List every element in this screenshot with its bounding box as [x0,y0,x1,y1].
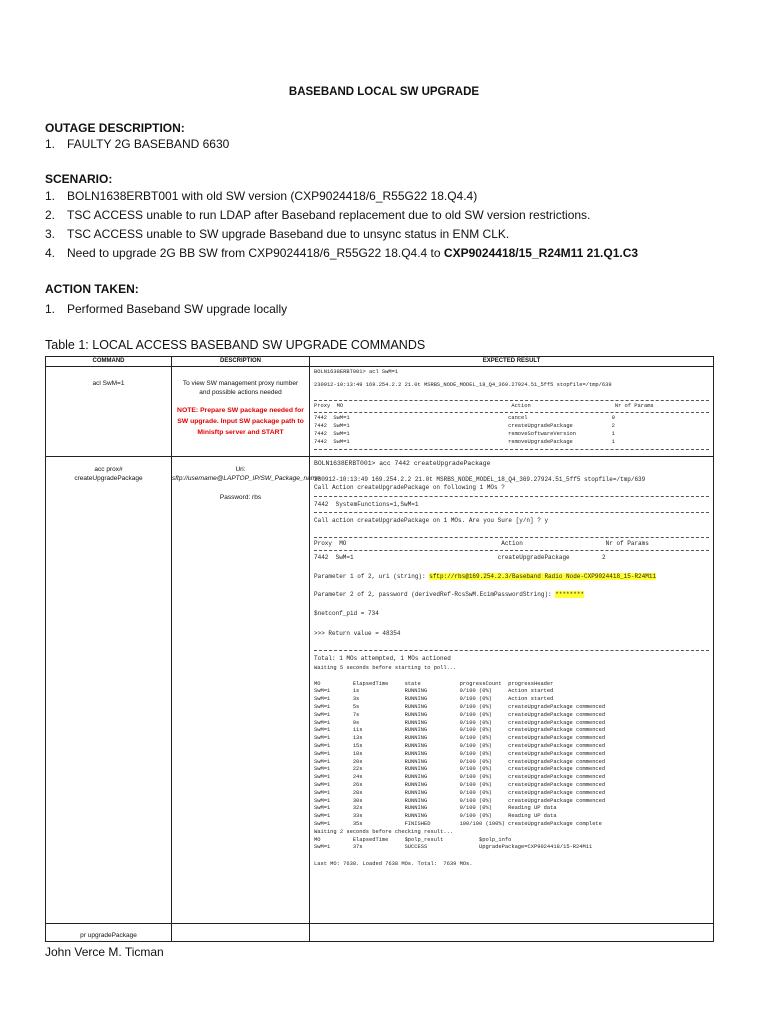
item-number: 1. [45,189,56,203]
poll-row: SwM=1 20s RUNNING 0/100 (0%) createUpgradePackage commenced [314,758,606,765]
item-text: TSC ACCESS unable to run LDAP after Baseband replacement due to old SW version restrictions. [67,208,591,222]
item-number: 1. [45,302,56,316]
item-text: TSC ACCESS unable to SW upgrade Baseband due to unsync status in ENM CLK. [67,227,510,241]
item-number: 4. [45,246,56,260]
poll-header: MO ElapsedTime state progressCount progressHeader [314,680,554,687]
terminal-row: 7442 SwM=1 createUpgradePackage 2 [314,423,615,430]
result-row: SwM=1 37s SUCCESS UpgradePackage=CXP9024418/15-R24M11 [314,844,593,851]
poll-row: SwM=1 32s RUNNING 0/100 (0%) Reading UP data [314,805,557,812]
table-row [46,457,714,924]
item-text: FAULTY 2G BASEBAND 6630 [67,137,230,151]
command-text: acl SwM=1 [92,380,125,387]
table-header-row [46,357,714,367]
outage-heading: OUTAGE DESCRIPTION: [45,121,185,135]
command-cell [46,367,172,457]
password-text: Password: rbs [219,494,262,501]
terminal-row: 7442 SwM=1 createUpgradePackage 2 [314,553,606,561]
terminal-line: 230912-10:13:49 169.254.2.2 21.0t MSRBS_NODE_MODEL_18_Q4_369.27924.51_5ff5 stopfile=/tmp/639 [314,381,612,388]
description-cell [172,457,320,924]
divider [314,412,709,413]
terminal-line: Waiting 5 seconds before starting to poll... [314,664,457,671]
poll-rows [314,688,709,828]
terminal-row: 7442 SwM=1 removeSoftwareVersion 1 [314,430,615,437]
highlighted-password: ******** [555,590,585,598]
command-cell [46,924,172,942]
result-header: MO ElapsedTime $polp_result $polp_info [314,836,512,843]
terminal-line: >>> Return value = 48354 [314,630,401,638]
poll-row: SwM=1 11s RUNNING 0/100 (0%) createUpgradePackage commenced [314,727,606,734]
page-title: BASEBAND LOCAL SW UPGRADE [288,86,480,98]
parameter-label: Parameter 1 of 2, uri (string): [314,572,430,580]
terminal-line: Waiting 2 seconds before checking result... [314,828,454,835]
poll-row: SwM=1 26s RUNNING 0/100 (0%) createUpgradePackage commenced [314,781,606,788]
column-header-description: DESCRIPTION [172,357,310,367]
terminal-line: Call Action createUpgradePackage on following 1 MOs ? [314,483,505,491]
description-text: To view SW management proxy number and possible actions needed [182,380,299,396]
poll-row: SwM=1 22s RUNNING 0/100 (0%) createUpgradePackage commenced [314,766,606,773]
divider [314,550,709,551]
terminal-line: 7442 SystemFunctions=1,SwM=1 [314,500,419,508]
table-row [46,367,714,457]
poll-row: SwM=1 7s RUNNING 0/100 (0%) createUpgradePackage commenced [314,711,606,718]
table-caption: Table 1: LOCAL ACCESS BASEBAND SW UPGRADE COMMANDS [45,338,426,352]
column-header-command: COMMAND [46,357,172,367]
item-text: BOLN1638ERBT001 with old SW version (CXP9024418/6_R55G22 18.Q4.4) [67,189,478,203]
command-text: pr upgradePackage [80,932,137,939]
poll-row: SwM=1 35s FINISHED 100/100 (100%) createUpgradePackage complete [314,820,602,827]
parameter-label: Parameter 2 of 2, password (derivedRef-RcsSwM.EcimPasswordString): [314,590,556,598]
parameter-2 [314,591,709,599]
description-cell [172,924,310,942]
terminal-columns: Proxy MO Action Nr of Params [314,540,649,548]
terminal-line: Call action createUpgradePackage on 1 MOs. Are you Sure [y/n] ? y [314,517,549,525]
item-number: 2. [45,208,56,222]
description-cell [172,367,310,457]
poll-row: SwM=1 18s RUNNING 0/100 (0%) createUpgradePackage commenced [314,750,606,757]
item-text: Performed Baseband SW upgrade locally [67,302,288,316]
command-text: acc prox# [94,466,123,473]
terminal-line: BOLN1638ERBT001> acl SwM=1 [314,369,399,375]
column-header-expected-result: EXPECTED RESULT [310,357,714,367]
action-item [45,302,287,316]
outage-item [45,137,229,151]
terminal-columns: Proxy MO Action Nr of Params [314,402,654,409]
item-text: Need to upgrade 2G BB SW from CXP9024418/6_R55G22 18.Q4.4 to [67,246,444,260]
command-text: createUpgradePackage [74,475,143,482]
command-cell [46,457,172,924]
divider [314,512,709,513]
terminal-line: Total: 1 MOs attempted, 1 MOs actioned [314,654,451,662]
terminal-row: 7442 SwM=1 cancel 0 [314,415,615,422]
poll-row: SwM=1 1s RUNNING 0/100 (0%) Action started [314,688,554,695]
uri-label: Uri: [235,466,246,473]
action-heading: ACTION TAKEN: [45,282,139,296]
item-number: 1. [45,137,56,151]
item-number: 3. [45,227,56,241]
poll-row: SwM=1 30s RUNNING 0/100 (0%) createUpgradePackage commenced [314,797,606,804]
divider [314,400,709,401]
note-text: NOTE: Prepare SW package needed for SW upgrade. Input SW package path to Minisftp server and START [177,407,304,436]
result-cell [310,367,714,457]
table-row [46,924,714,942]
terminal-line: Last MO: 7638. Loaded 7638 MOs. Total: 7639 MOs. [314,861,473,868]
poll-row: SwM=1 15s RUNNING 0/100 (0%) createUpgradePackage commenced [314,742,606,749]
target-sw-version: CXP9024418/15_R24M11 21.Q1.C3 [443,246,639,260]
terminal-line: BOLN1638ERBT001> acc 7442 createUpgradePackage [314,460,491,467]
scenario-item [45,208,590,222]
terminal-line: $netconf_pid = 734 [314,610,379,618]
poll-row: SwM=1 24s RUNNING 0/100 (0%) createUpgradePackage commenced [314,774,606,781]
poll-row: SwM=1 13s RUNNING 0/100 (0%) createUpgradePackage commenced [314,735,606,742]
scenario-heading: SCENARIO: [45,172,113,186]
result-cell [310,457,714,924]
poll-row: SwM=1 3s RUNNING 0/100 (0%) Action started [314,696,554,703]
terminal-line: 230912-10:13:49 169.254.2.2 21.0t MSRBS_NODE_MODEL_18_Q4_369.27924.51_5ff5 stopfile=/tmp/639 [314,476,646,483]
uri-text: sftp://username@LAPTOP_IP/SW_Package_name [172,475,320,482]
divider [314,449,709,450]
parameter-1 [314,573,709,581]
poll-row: SwM=1 5s RUNNING 0/100 (0%) createUpgradePackage commenced [314,703,606,710]
poll-row: SwM=1 33s RUNNING 0/100 (0%) Reading UP data [314,813,557,820]
divider [314,650,709,651]
scenario-item [45,189,477,203]
commands-table [45,356,714,942]
scenario-item [45,246,638,260]
author-name: John Verce M. Ticman [45,945,164,959]
poll-row: SwM=1 9s RUNNING 0/100 (0%) createUpgradePackage commenced [314,719,606,726]
poll-row: SwM=1 28s RUNNING 0/100 (0%) createUpgradePackage commenced [314,789,606,796]
result-cell [310,924,714,942]
terminal-row: 7442 SwM=1 removeUpgradePackage 1 [314,438,615,445]
divider [314,537,709,538]
divider [314,496,709,497]
highlighted-uri: sftp://rbs@169.254.2.3/Baseband Radio Node-CXP9024418_15-R24M11 [429,572,657,580]
scenario-item [45,227,509,241]
